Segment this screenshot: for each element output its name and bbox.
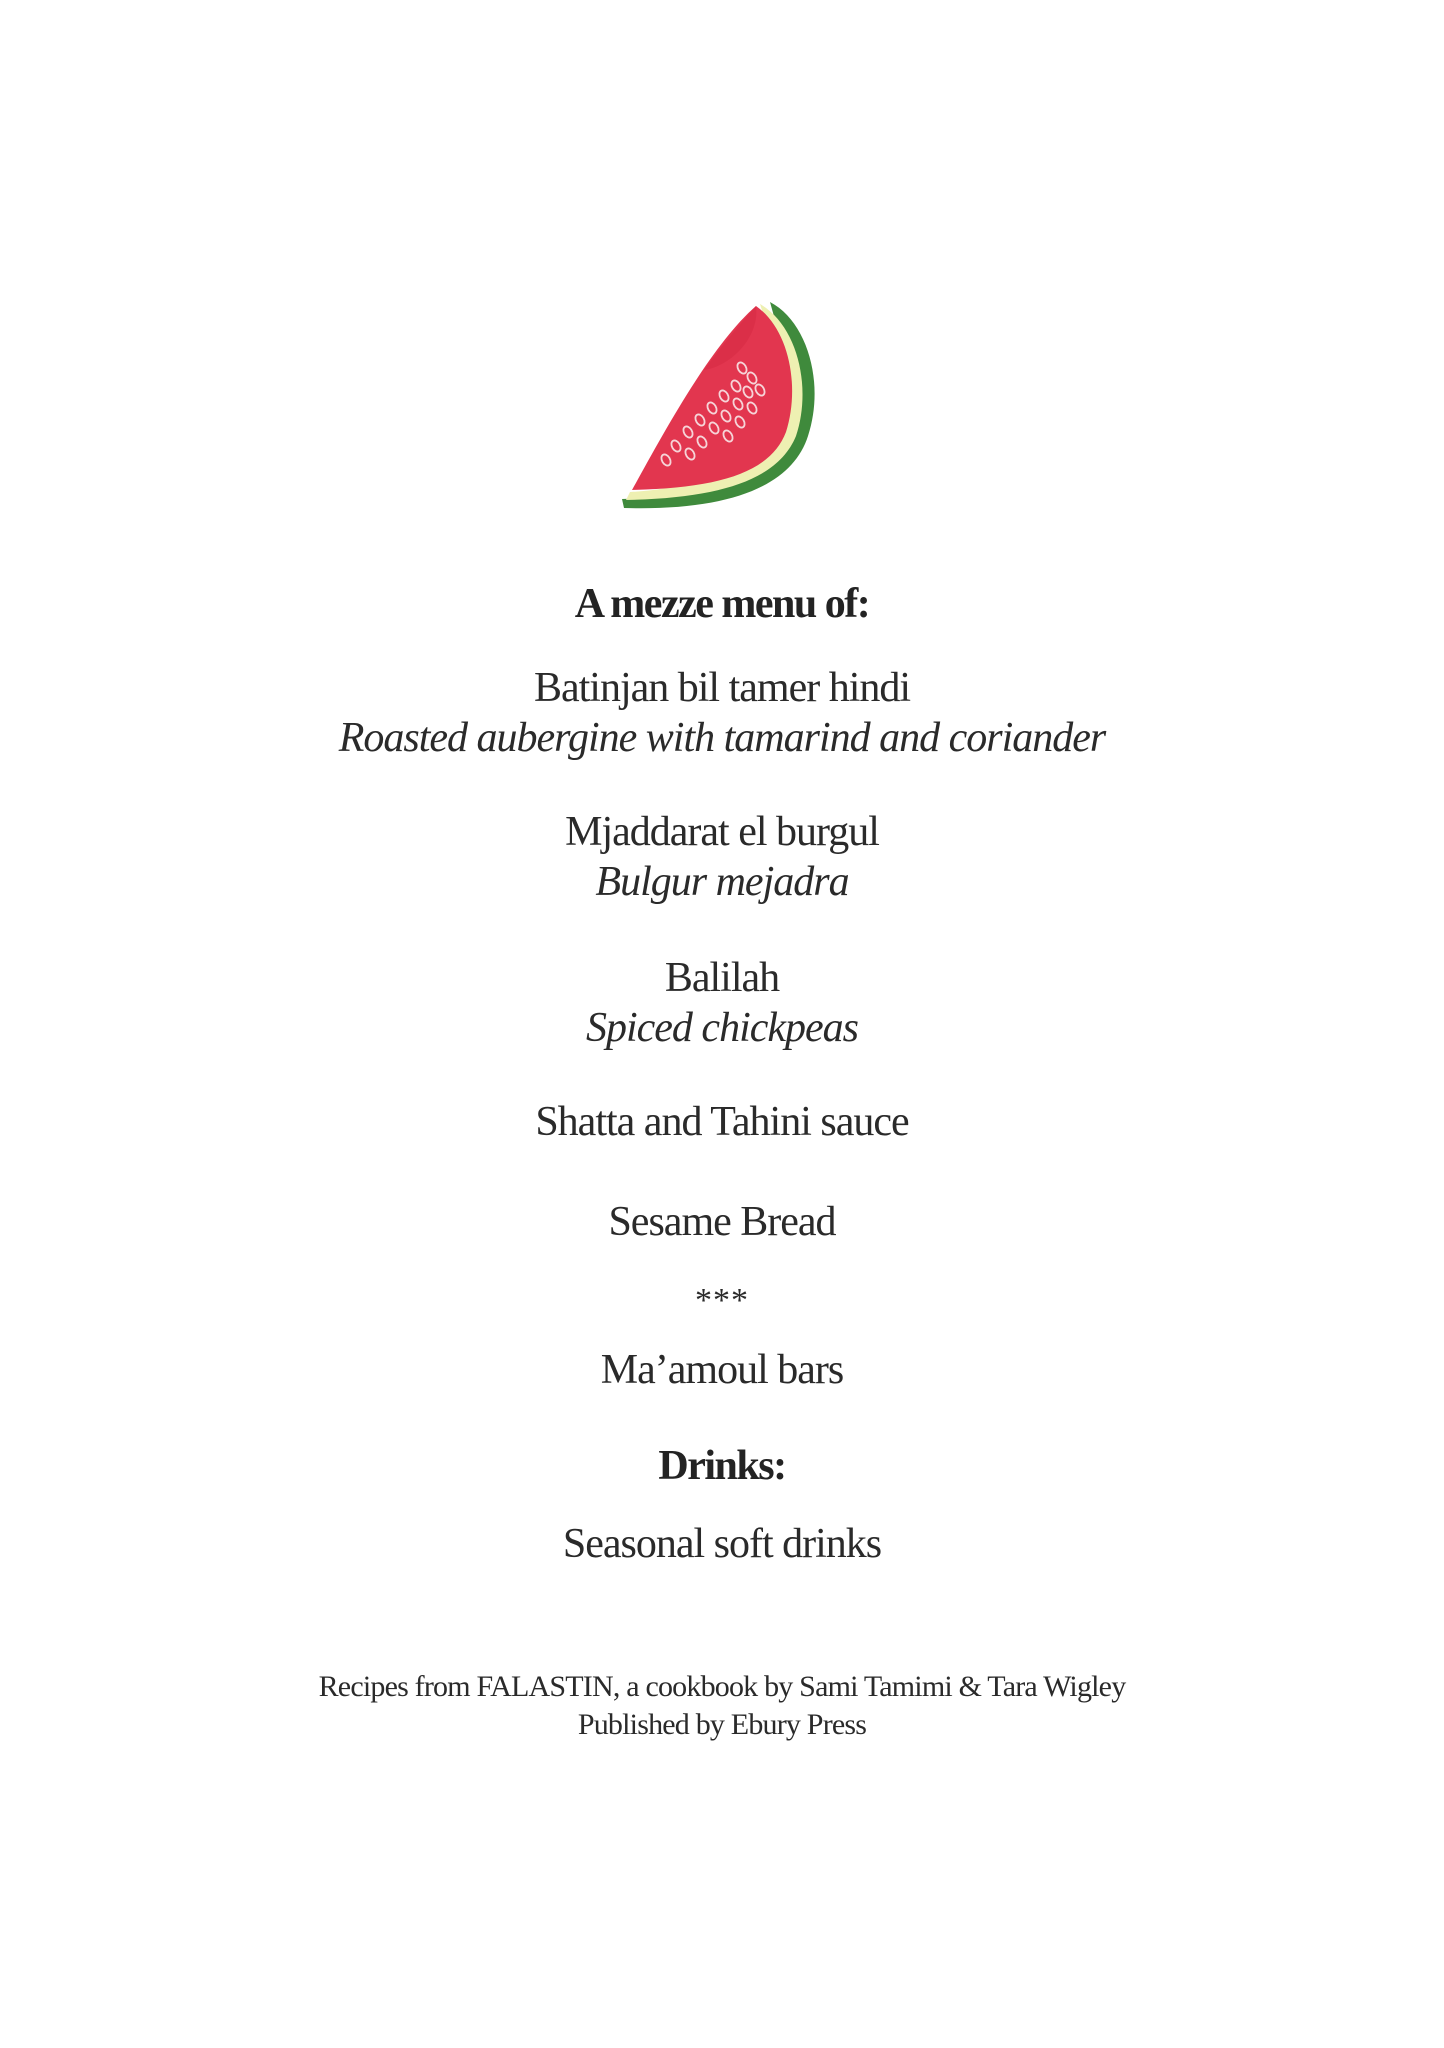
dish-5-name: Sesame Bread <box>608 1199 836 1245</box>
dessert-name: Ma’amoul bars <box>600 1347 844 1393</box>
dish-4-name: Shatta and Tahini sauce <box>535 1099 909 1145</box>
credits-publisher: Published by Ebury Press <box>577 1708 867 1741</box>
credits-recipes: Recipes from FALASTIN, a cookbook by Sami Tamimi & Tara Wigley <box>318 1670 1126 1703</box>
dish-3-translation: Spiced chickpeas <box>585 1005 859 1051</box>
drinks-item: Seasonal soft drinks <box>562 1521 882 1567</box>
watermelon-slice-icon <box>620 296 830 516</box>
menu-heading: A mezze menu of: <box>574 581 870 627</box>
dish-1-translation: Roasted aubergine with tamarind and coriander <box>338 715 1106 761</box>
dish-3-name: Balilah <box>664 955 780 1001</box>
dish-2-translation: Bulgur mejadra <box>595 859 849 905</box>
section-divider: *** <box>695 1282 749 1319</box>
dish-2-name: Mjaddarat el burgul <box>565 809 879 855</box>
drinks-heading: Drinks: <box>658 1443 786 1489</box>
dish-1-name: Batinjan bil tamer hindi <box>533 665 911 711</box>
